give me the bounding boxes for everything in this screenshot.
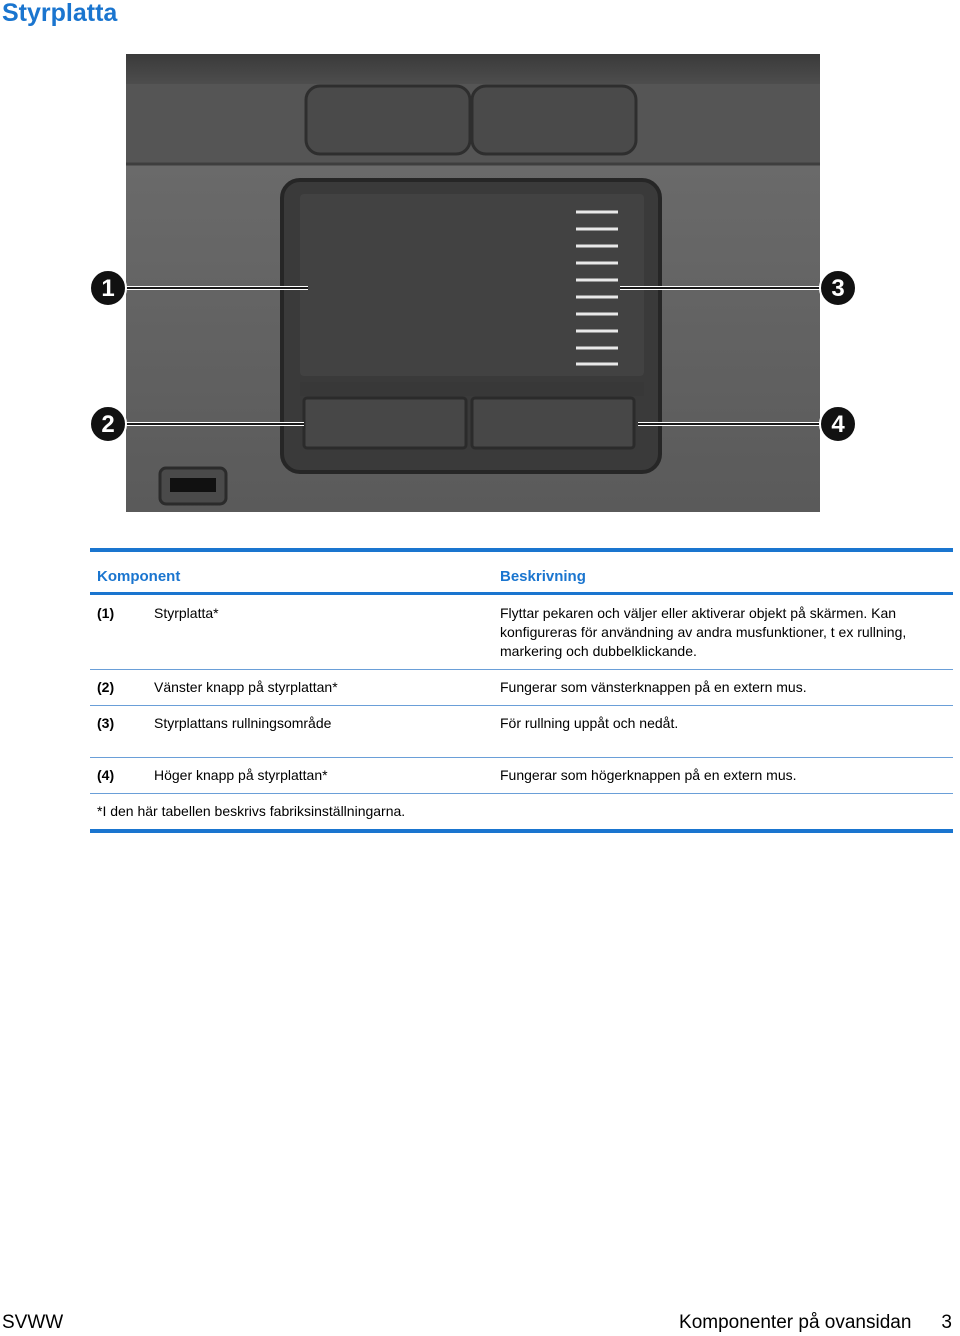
table-row (90, 670, 953, 705)
row-description: Flyttar pekaren och väljer eller aktiverar objekt på skärmen. Kan konfigureras för användning av andra musfunktioner, t ex rullning, markering och dubbelklickande. (500, 605, 907, 659)
footer-page-number: 3 (941, 1312, 952, 1333)
header-description: Beskrivning (500, 568, 586, 585)
callout-label-4: 4 (831, 411, 845, 438)
components-table (90, 548, 953, 833)
top-strip (126, 54, 820, 84)
callout-label-2: 2 (101, 411, 115, 438)
row-description: Fungerar som högerknappen på en extern mus. (500, 767, 797, 783)
page-title: Styrplatta (2, 0, 118, 27)
upper-right-button (472, 86, 636, 154)
table-row (90, 706, 953, 757)
row-number: (4) (97, 767, 115, 783)
touchpad-left-button (304, 398, 466, 448)
header-component: Komponent (97, 568, 181, 585)
row-number: (1) (97, 605, 115, 621)
table-footnote: *I den här tabellen beskrivs fabriksinställningarna. (97, 803, 406, 819)
row-number: (2) (97, 679, 115, 695)
row-description: Fungerar som vänsterknappen på en extern mus. (500, 679, 807, 695)
touchpad-right-button (472, 398, 634, 448)
table-row (90, 758, 953, 793)
callout-label-3: 3 (831, 275, 845, 302)
row-description: För rullning uppåt och nedåt. (500, 715, 679, 731)
row-name: Vänster knapp på styrplattan* (154, 679, 338, 695)
footer-section-title: Komponenter på ovansidan (679, 1312, 912, 1333)
row-name: Styrplattans rullningsområde (154, 715, 332, 731)
row-name: Styrplatta* (154, 605, 219, 621)
table-header-row (90, 552, 953, 592)
table-row (90, 595, 953, 669)
row-number: (3) (97, 715, 115, 731)
table-footnote-row (90, 794, 953, 829)
row-name: Höger knapp på styrplattan* (154, 767, 328, 783)
footer-section (649, 1312, 952, 1334)
upper-left-button (306, 86, 470, 154)
footer-doc-code: SVWW (2, 1312, 64, 1333)
touchpad-illustration (90, 44, 858, 516)
callout-label-1: 1 (101, 275, 115, 302)
